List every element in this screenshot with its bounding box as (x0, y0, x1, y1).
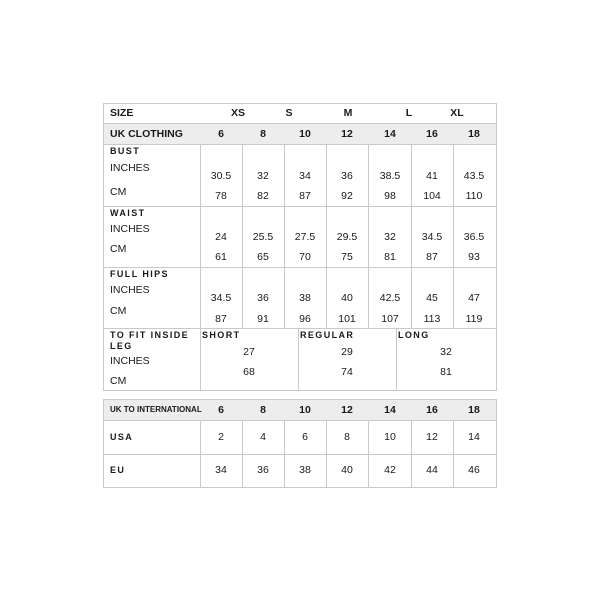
divider (496, 399, 497, 488)
divider (200, 420, 201, 487)
hips-cm-cell: 113 (423, 313, 441, 325)
leg-short-label: SHORT (202, 330, 241, 340)
cm-label: CM (110, 186, 127, 198)
bust-cm-cell: 110 (465, 190, 483, 202)
size-xl: XL (450, 107, 464, 119)
divider (496, 103, 497, 391)
divider (411, 144, 412, 328)
eu-size-cell: 40 (341, 464, 353, 476)
divider (103, 390, 497, 391)
uk-size-cell: 8 (260, 128, 266, 140)
bust-inches-cell: 43.5 (463, 170, 485, 182)
divider (396, 328, 397, 390)
hips-cm-cell: 91 (257, 313, 269, 325)
divider (368, 420, 369, 487)
leg-short-inches: 27 (243, 346, 255, 358)
divider (411, 420, 412, 487)
divider (103, 487, 497, 488)
bust-cm-cell: 98 (384, 190, 396, 202)
bust-inches-cell: 32 (257, 170, 269, 182)
divider (103, 206, 497, 207)
divider (453, 420, 454, 487)
uk-size-cell: 12 (341, 404, 353, 416)
hips-inches-cell: 45 (426, 292, 438, 304)
uk-size-cell: 8 (260, 404, 266, 416)
usa-size-cell: 10 (384, 431, 396, 443)
waist-cm-cell: 61 (215, 251, 227, 263)
bust-title: BUST (110, 146, 141, 156)
cm-label: CM (110, 243, 127, 255)
bust-inches-cell: 36 (341, 170, 353, 182)
eu-size-cell: 44 (426, 464, 438, 476)
eu-size-cell: 42 (384, 464, 396, 476)
uk-size-cell: 10 (299, 404, 311, 416)
inches-label: INCHES (110, 162, 150, 174)
eu-size-cell: 46 (468, 464, 480, 476)
divider (284, 144, 285, 328)
hips-cm-cell: 96 (299, 313, 311, 325)
hips-inches-cell: 40 (341, 292, 353, 304)
hips-cm-cell: 101 (338, 313, 356, 325)
divider (103, 267, 497, 268)
waist-inches-cell: 24 (215, 231, 227, 243)
divider (103, 328, 497, 329)
bust-inches-cell: 38.5 (379, 170, 401, 182)
uk-size-cell: 6 (218, 128, 224, 140)
waist-inches-cell: 27.5 (294, 231, 316, 243)
bust-inches-cell: 30.5 (210, 170, 232, 182)
waist-cm-cell: 70 (299, 251, 311, 263)
uk-to-international-label: UK TO INTERNATIONAL (110, 405, 202, 414)
waist-inches-cell: 29.5 (336, 231, 358, 243)
divider (103, 103, 497, 104)
waist-cm-cell: 81 (384, 251, 396, 263)
divider (200, 144, 201, 328)
cm-label: CM (110, 375, 127, 387)
size-l: L (405, 107, 413, 119)
waist-inches-cell: 34.5 (421, 231, 443, 243)
divider (326, 420, 327, 487)
usa-size-cell: 8 (344, 431, 350, 443)
leg-regular-inches: 29 (341, 346, 353, 358)
hips-cm-cell: 119 (465, 313, 483, 325)
usa-size-cell: 2 (218, 431, 224, 443)
waist-inches-cell: 36.5 (463, 231, 485, 243)
bust-cm-cell: 82 (257, 190, 269, 202)
hips-inches-cell: 42.5 (379, 292, 401, 304)
bust-cm-cell: 87 (299, 190, 311, 202)
usa-size-cell: 12 (426, 431, 438, 443)
bust-cm-cell: 92 (341, 190, 353, 202)
size-m: M (343, 107, 353, 119)
leg-long-cm: 81 (440, 366, 452, 378)
uk-size-cell: 18 (468, 404, 480, 416)
hips-inches-cell: 36 (257, 292, 269, 304)
divider (326, 144, 327, 328)
usa-size-cell: 6 (302, 431, 308, 443)
cm-label: CM (110, 305, 127, 317)
eu-size-cell: 38 (299, 464, 311, 476)
hips-title: FULL HIPS (110, 269, 169, 279)
leg-long-inches: 32 (440, 346, 452, 358)
waist-cm-cell: 87 (426, 251, 438, 263)
hips-cm-cell: 87 (215, 313, 227, 325)
hips-inches-cell: 47 (468, 292, 480, 304)
hips-inches-cell: 34.5 (210, 292, 232, 304)
size-xs: XS (230, 107, 246, 119)
divider (103, 399, 497, 400)
uk-clothing-label: UK CLOTHING (110, 128, 183, 140)
size-s: S (285, 107, 293, 119)
usa-size-cell: 14 (468, 431, 480, 443)
hips-cm-cell: 107 (381, 313, 399, 325)
divider (103, 399, 104, 488)
waist-cm-cell: 65 (257, 251, 269, 263)
usa-label: USA (110, 432, 134, 442)
uk-size-cell: 16 (426, 404, 438, 416)
leg-short-cm: 68 (243, 366, 255, 378)
divider (453, 144, 454, 328)
eu-size-cell: 34 (215, 464, 227, 476)
inside-leg-title: TO FIT INSIDE LEG (110, 330, 190, 351)
bust-cm-cell: 78 (215, 190, 227, 202)
waist-cm-cell: 93 (468, 251, 480, 263)
divider (103, 144, 497, 145)
waist-inches-cell: 25.5 (252, 231, 274, 243)
eu-size-cell: 36 (257, 464, 269, 476)
hips-inches-cell: 38 (299, 292, 311, 304)
divider (284, 420, 285, 487)
bust-cm-cell: 104 (423, 190, 441, 202)
size-label: SIZE (110, 107, 134, 119)
usa-size-cell: 4 (260, 431, 266, 443)
divider (103, 123, 497, 124)
bust-inches-cell: 34 (299, 170, 311, 182)
uk-size-cell: 18 (468, 128, 480, 140)
divider (368, 144, 369, 328)
leg-regular-cm: 74 (341, 366, 353, 378)
waist-inches-cell: 32 (384, 231, 396, 243)
leg-regular-label: REGULAR (300, 330, 355, 340)
divider (242, 144, 243, 328)
divider (103, 103, 104, 391)
uk-size-cell: 12 (341, 128, 353, 140)
waist-cm-cell: 75 (341, 251, 353, 263)
divider (242, 420, 243, 487)
inches-label: INCHES (110, 223, 150, 235)
uk-size-cell: 16 (426, 128, 438, 140)
eu-label: EU (110, 465, 126, 475)
leg-long-label: LONG (398, 330, 430, 340)
divider (298, 328, 299, 390)
divider (200, 328, 201, 390)
inches-label: INCHES (110, 284, 150, 296)
uk-size-cell: 10 (299, 128, 311, 140)
divider (103, 420, 497, 421)
inches-label: INCHES (110, 355, 150, 367)
uk-size-cell: 14 (384, 128, 396, 140)
waist-title: WAIST (110, 208, 146, 218)
uk-size-cell: 6 (218, 404, 224, 416)
uk-size-cell: 14 (384, 404, 396, 416)
bust-inches-cell: 41 (426, 170, 438, 182)
divider (103, 454, 497, 455)
